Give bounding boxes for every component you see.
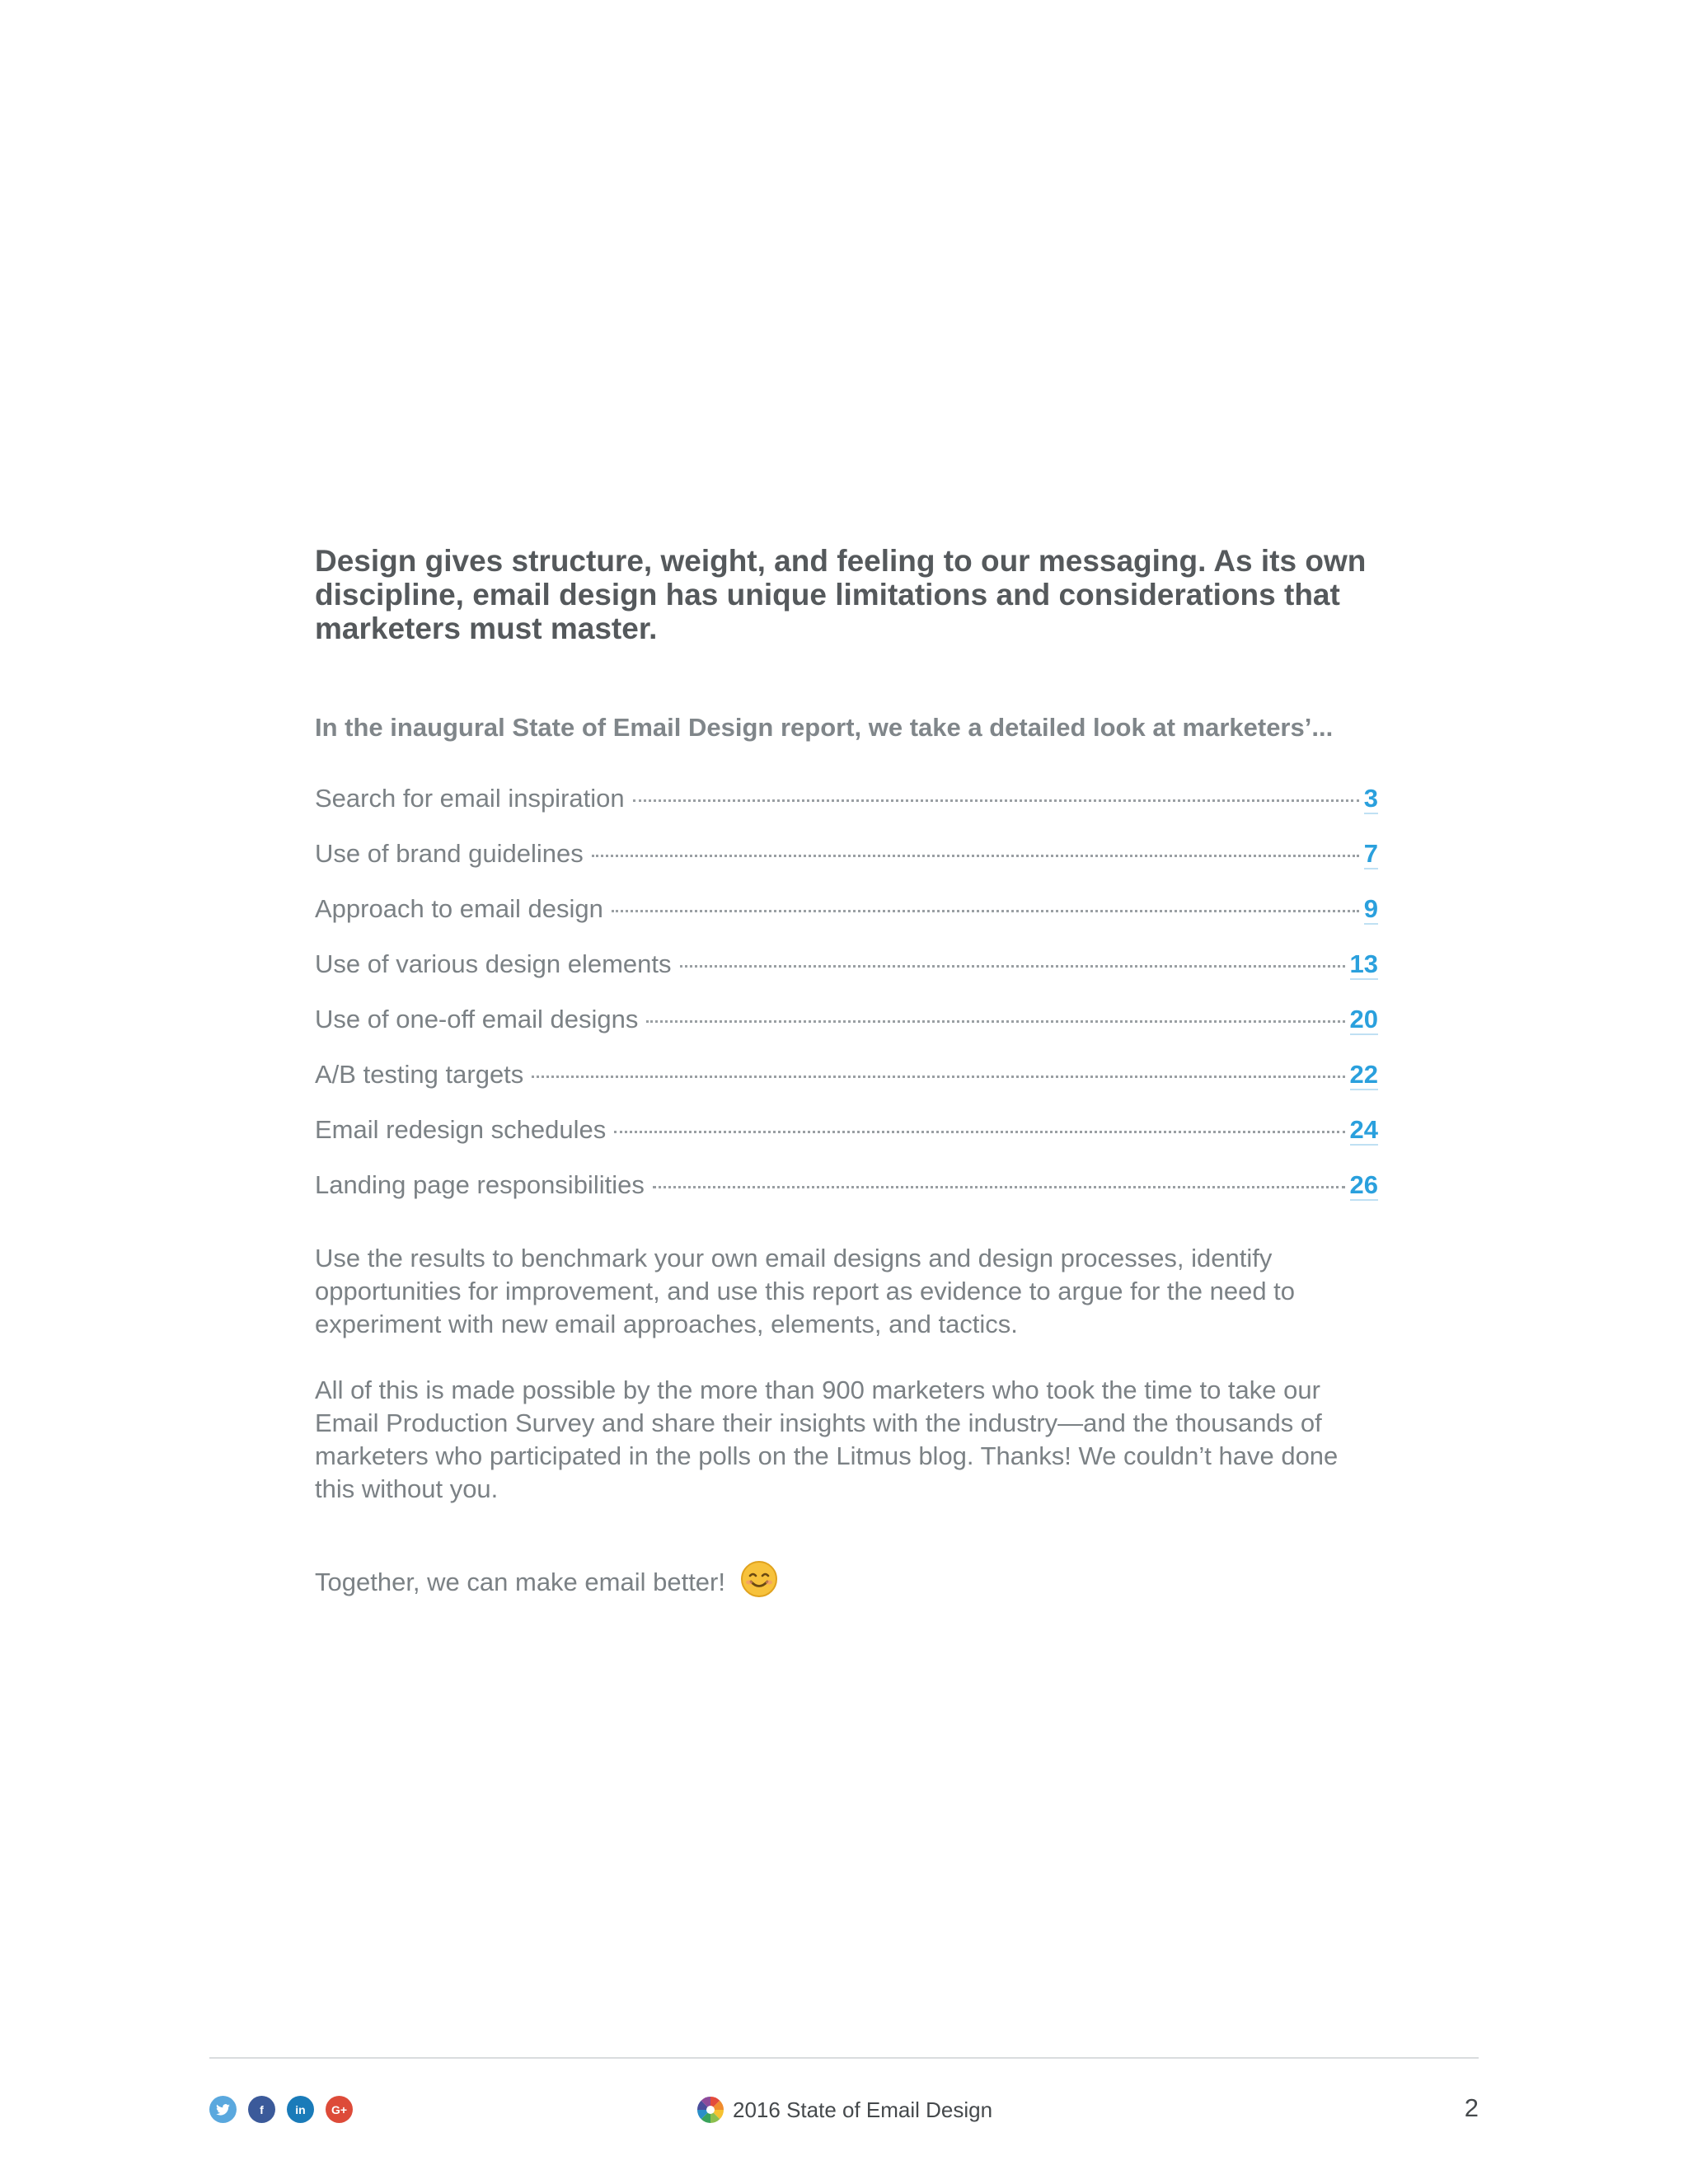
toc-label: Landing page responsibilities [315,1170,645,1199]
toc-leader-dots [653,1186,1345,1188]
twitter-icon[interactable] [209,2096,237,2123]
body-paragraph-thanks: All of this is made possible by the more than 900 marketers who took the time to take our Email Production Survey and share their insights with the industry—and the thousands of marketers who participated in the polls on the Litmus blog. Thanks! We couldn’t have done this without you. [315,1376,1339,1503]
toc-item-redesign-schedules[interactable] [315,1113,1378,1169]
toc-page-link[interactable]: 13 [1349,949,1378,978]
toc-label: Use of brand guidelines [315,839,584,868]
page-content [315,544,1378,1603]
toc-label: Use of one-off email designs [315,1005,639,1033]
toc-item-ab-testing[interactable] [315,1058,1378,1113]
toc-label: Email redesign schedules [315,1115,607,1144]
toc-page-link[interactable]: 9 [1363,894,1378,923]
body-paragraph-benchmark: Use the results to benchmark your own email designs and design processes, identify opportunities for improvement, and use this report as evidence to argue for the need to experiment with new email approaches, elements, and tactics. [315,1244,1296,1338]
toc-page-link[interactable]: 7 [1363,839,1378,868]
page-number: 2 [1464,2093,1479,2122]
toc-leader-dots [532,1076,1344,1078]
toc-page-link[interactable]: 22 [1349,1060,1378,1089]
toc-label: A/B testing targets [315,1060,524,1089]
toc-leader-dots [592,855,1359,857]
toc-leader-dots [646,1020,1344,1023]
toc-item-inspiration[interactable] [315,782,1378,837]
toc-page-link[interactable]: 20 [1349,1005,1378,1033]
toc-page-link[interactable]: 3 [1363,784,1378,813]
footer-divider [209,2057,1479,2059]
social-links [209,2096,353,2123]
facebook-icon[interactable]: f [248,2096,275,2123]
toc-label: Use of various design elements [315,949,672,978]
footer-report-title: 2016 State of Email Design [733,2097,993,2122]
toc-item-landing-pages[interactable] [315,1169,1378,1224]
table-of-contents [315,782,1378,1224]
linkedin-icon[interactable]: in [287,2096,314,2123]
toc-leader-dots [614,1131,1344,1133]
toc-leader-dots [680,965,1345,968]
toc-item-one-off-designs[interactable] [315,1003,1378,1058]
closing-text: Together, we can make email better! [315,1568,725,1596]
litmus-logo-icon [696,2096,724,2124]
footer-title-group [696,2096,992,2124]
toc-page-link[interactable]: 24 [1349,1115,1378,1144]
toc-leader-dots [633,799,1359,802]
toc-leader-dots [612,910,1359,912]
smiley-face-icon [740,1560,778,1598]
toc-label: Approach to email design [315,894,603,923]
toc-item-brand-guidelines[interactable] [315,837,1378,893]
closing-line [315,1562,1378,1603]
toc-subheading: In the inaugural State of Email Design report, we take a detailed look at marketers’... [315,713,1334,742]
toc-item-approach[interactable] [315,893,1378,948]
toc-page-link[interactable]: 26 [1349,1170,1378,1199]
toc-label: Search for email inspiration [315,784,625,813]
toc-item-design-elements[interactable] [315,948,1378,1003]
google-plus-icon[interactable]: G+ [326,2096,353,2123]
intro-heading: Design gives structure, weight, and feeling to our messaging. As its own discipline, email design has unique limitations and considerations that marketers must master. [315,544,1367,645]
